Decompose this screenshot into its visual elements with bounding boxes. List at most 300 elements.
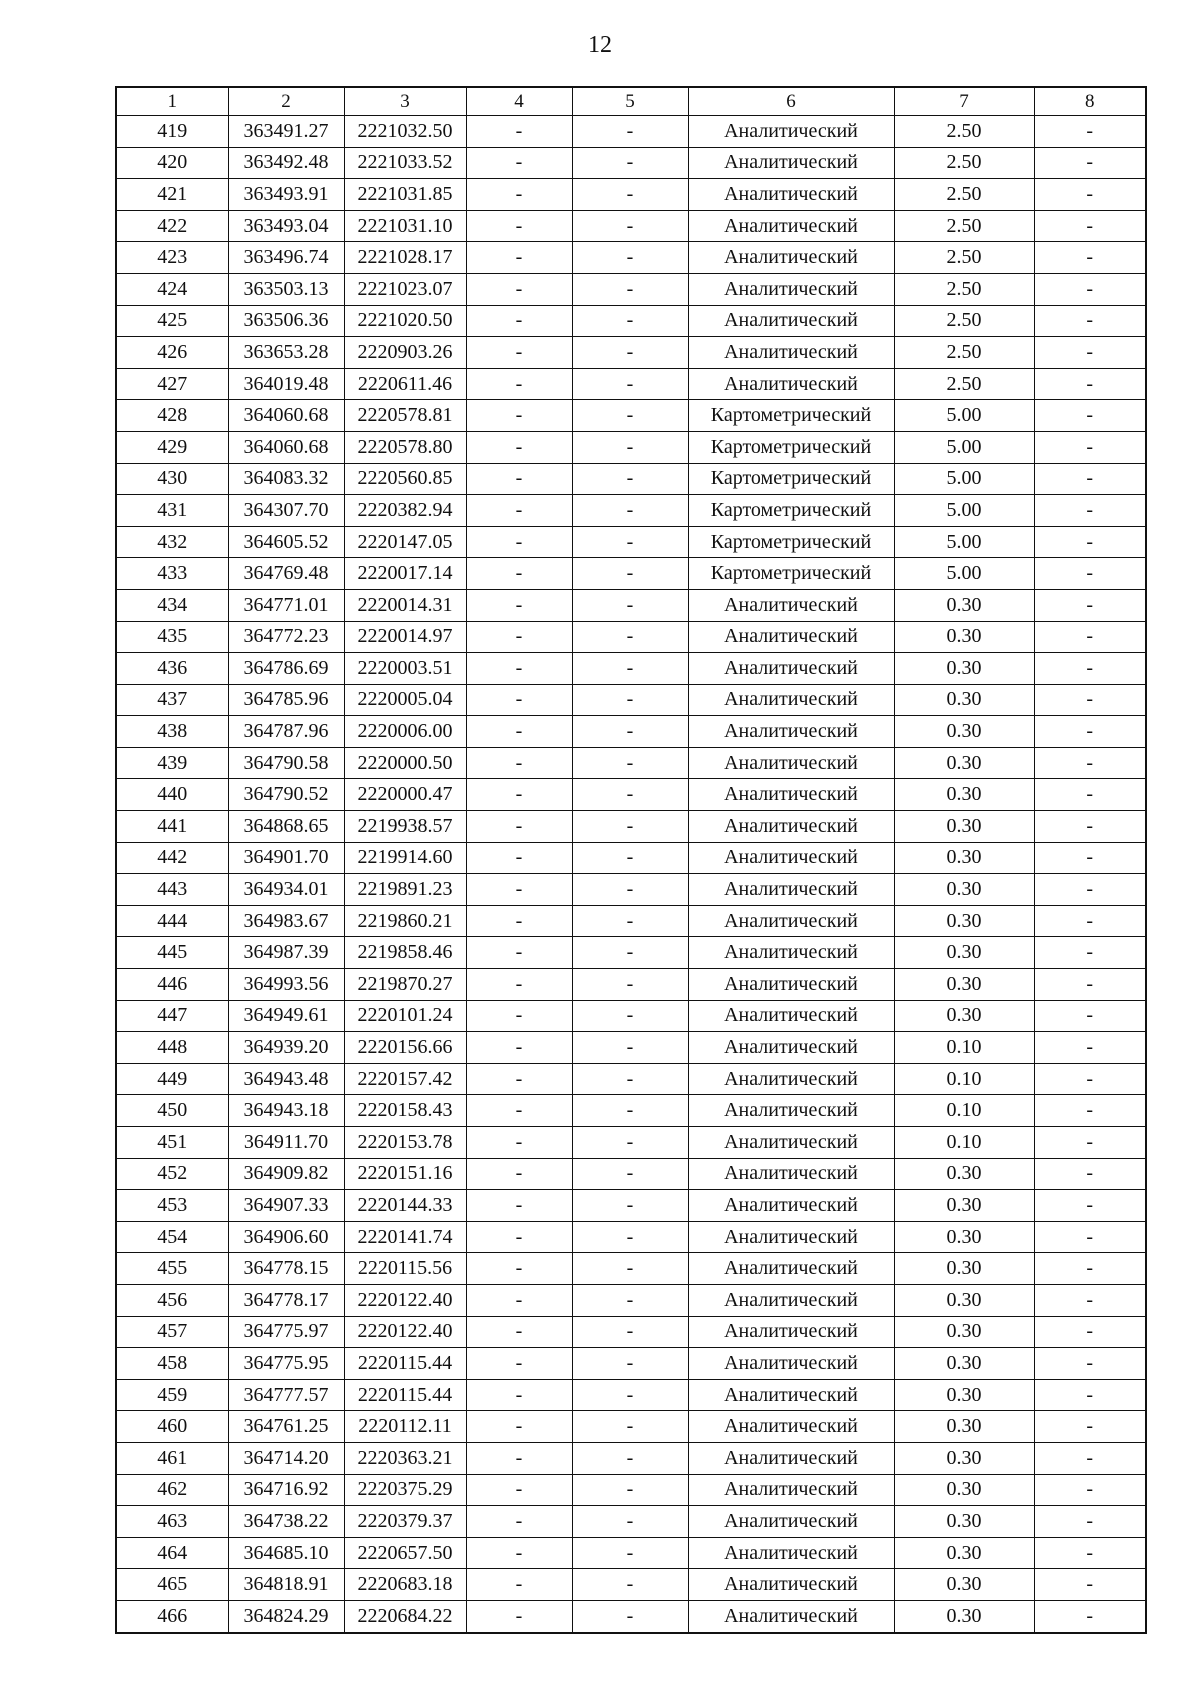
table-cell: 428: [116, 400, 228, 432]
table-cell: -: [1034, 337, 1146, 369]
table-cell: -: [1034, 1316, 1146, 1348]
table-cell: Аналитический: [688, 1000, 894, 1032]
table-cell: -: [466, 937, 572, 969]
table-cell: -: [572, 273, 688, 305]
table-cell: -: [572, 463, 688, 495]
table-cell: -: [466, 1190, 572, 1222]
table-cell: -: [466, 210, 572, 242]
table-cell: 431: [116, 495, 228, 527]
table-cell: -: [572, 1190, 688, 1222]
table-cell: -: [466, 1284, 572, 1316]
table-cell: 2220611.46: [344, 368, 466, 400]
table-cell: -: [466, 431, 572, 463]
table-cell: 2220112.11: [344, 1411, 466, 1443]
table-cell: 433: [116, 558, 228, 590]
table-cell: 442: [116, 842, 228, 874]
table-cell: 449: [116, 1063, 228, 1095]
table-cell: -: [466, 273, 572, 305]
table-cell: -: [572, 210, 688, 242]
table-cell: 2220144.33: [344, 1190, 466, 1222]
table-cell: Аналитический: [688, 589, 894, 621]
table-cell: 0.30: [894, 811, 1034, 843]
table-cell: 0.30: [894, 1411, 1034, 1443]
table-cell: 420: [116, 147, 228, 179]
table-cell: -: [1034, 905, 1146, 937]
table-cell: -: [1034, 1221, 1146, 1253]
table-cell: 363503.13: [228, 273, 344, 305]
table-cell: 2.50: [894, 116, 1034, 148]
table-cell: 2219938.57: [344, 811, 466, 843]
table-cell: 463: [116, 1506, 228, 1538]
table-row: [116, 1506, 1146, 1538]
table-cell: -: [572, 558, 688, 590]
table-cell: 2220657.50: [344, 1537, 466, 1569]
table-cell: Аналитический: [688, 1348, 894, 1380]
table-cell: -: [466, 1569, 572, 1601]
table-cell: 2220158.43: [344, 1095, 466, 1127]
table-cell: -: [466, 463, 572, 495]
table-cell: -: [572, 1442, 688, 1474]
table-cell: -: [1034, 716, 1146, 748]
table-cell: 2220115.44: [344, 1379, 466, 1411]
table-cell: -: [1034, 1442, 1146, 1474]
table-row: [116, 400, 1146, 432]
table-cell: 438: [116, 716, 228, 748]
table-cell: -: [466, 1537, 572, 1569]
table-row: [116, 1569, 1146, 1601]
table-cell: -: [1034, 1411, 1146, 1443]
table-cell: 444: [116, 905, 228, 937]
table-cell: Аналитический: [688, 305, 894, 337]
table-cell: -: [572, 1095, 688, 1127]
table-cell: -: [466, 400, 572, 432]
table-cell: 0.30: [894, 1000, 1034, 1032]
table-cell: 2.50: [894, 147, 1034, 179]
table-cell: -: [572, 874, 688, 906]
table-cell: -: [466, 905, 572, 937]
table-cell: 429: [116, 431, 228, 463]
table-cell: -: [1034, 1379, 1146, 1411]
table-cell: Аналитический: [688, 779, 894, 811]
table-cell: -: [466, 1000, 572, 1032]
table-cell: 452: [116, 1158, 228, 1190]
table-row: [116, 337, 1146, 369]
table-cell: 432: [116, 526, 228, 558]
table-cell: 2221028.17: [344, 242, 466, 274]
table-cell: Аналитический: [688, 905, 894, 937]
table-cell: 0.30: [894, 1158, 1034, 1190]
table-cell: -: [572, 1474, 688, 1506]
table-cell: 2220000.47: [344, 779, 466, 811]
table-row: [116, 210, 1146, 242]
table-cell: -: [572, 495, 688, 527]
table-cell: Картометрический: [688, 463, 894, 495]
table-cell: -: [1034, 1537, 1146, 1569]
table-cell: 363492.48: [228, 147, 344, 179]
table-cell: Аналитический: [688, 842, 894, 874]
table-row: [116, 1127, 1146, 1159]
table-cell: -: [466, 1506, 572, 1538]
table-cell: 364943.18: [228, 1095, 344, 1127]
table-cell: 364943.48: [228, 1063, 344, 1095]
table-cell: 458: [116, 1348, 228, 1380]
table-cell: 364993.56: [228, 969, 344, 1001]
table-cell: 0.30: [894, 1442, 1034, 1474]
table-cell: Аналитический: [688, 1474, 894, 1506]
table-row: [116, 1095, 1146, 1127]
table-cell: -: [1034, 937, 1146, 969]
table-cell: 2220017.14: [344, 558, 466, 590]
table-cell: -: [466, 969, 572, 1001]
table-cell: -: [1034, 1506, 1146, 1538]
table-row: [116, 526, 1146, 558]
column-header: 1: [116, 87, 228, 116]
table-cell: 2221032.50: [344, 116, 466, 148]
table-row: [116, 1379, 1146, 1411]
table-cell: -: [466, 653, 572, 685]
table-cell: -: [572, 905, 688, 937]
table-cell: 430: [116, 463, 228, 495]
table-cell: 364761.25: [228, 1411, 344, 1443]
table-cell: Аналитический: [688, 1316, 894, 1348]
table-cell: Картометрический: [688, 526, 894, 558]
table-cell: 0.30: [894, 937, 1034, 969]
table-cell: 2220156.66: [344, 1032, 466, 1064]
table-cell: 0.30: [894, 779, 1034, 811]
table-cell: -: [466, 1253, 572, 1285]
table-cell: 364716.92: [228, 1474, 344, 1506]
table-cell: -: [572, 1379, 688, 1411]
table-cell: -: [1034, 179, 1146, 211]
table-cell: 364060.68: [228, 400, 344, 432]
table-cell: Аналитический: [688, 1158, 894, 1190]
table-cell: -: [1034, 305, 1146, 337]
table-cell: 2.50: [894, 305, 1034, 337]
table-cell: 0.30: [894, 1379, 1034, 1411]
table-cell: 364906.60: [228, 1221, 344, 1253]
table-cell: -: [466, 1032, 572, 1064]
table-cell: 0.30: [894, 653, 1034, 685]
table-row: [116, 1284, 1146, 1316]
table-cell: -: [1034, 147, 1146, 179]
table-cell: -: [1034, 874, 1146, 906]
table-cell: 364778.17: [228, 1284, 344, 1316]
table-row: [116, 1316, 1146, 1348]
table-row: [116, 1348, 1146, 1380]
table-cell: -: [1034, 747, 1146, 779]
column-header: 8: [1034, 87, 1146, 116]
table-cell: -: [572, 1569, 688, 1601]
table-cell: 423: [116, 242, 228, 274]
table-cell: 2220014.97: [344, 621, 466, 653]
table-cell: 2220003.51: [344, 653, 466, 685]
table-cell: Аналитический: [688, 1442, 894, 1474]
table-cell: -: [1034, 558, 1146, 590]
table-cell: Аналитический: [688, 937, 894, 969]
table-cell: 364685.10: [228, 1537, 344, 1569]
table-cell: -: [466, 842, 572, 874]
table-cell: 2220101.24: [344, 1000, 466, 1032]
table-cell: 2219870.27: [344, 969, 466, 1001]
table-cell: 364949.61: [228, 1000, 344, 1032]
table-row: [116, 1411, 1146, 1443]
table-row: [116, 463, 1146, 495]
table-cell: -: [1034, 210, 1146, 242]
table-cell: Аналитический: [688, 874, 894, 906]
table-cell: 364769.48: [228, 558, 344, 590]
table-cell: -: [1034, 1569, 1146, 1601]
table-cell: 2220122.40: [344, 1284, 466, 1316]
table-cell: Аналитический: [688, 1127, 894, 1159]
table-cell: 2220151.16: [344, 1158, 466, 1190]
table-cell: 2221033.52: [344, 147, 466, 179]
table-cell: 0.30: [894, 1284, 1034, 1316]
table-row: [116, 495, 1146, 527]
table-cell: -: [572, 684, 688, 716]
table-cell: 461: [116, 1442, 228, 1474]
table-cell: -: [1034, 1063, 1146, 1095]
table-cell: 364307.70: [228, 495, 344, 527]
table-cell: -: [1034, 1032, 1146, 1064]
table-cell: 425: [116, 305, 228, 337]
table-cell: -: [572, 1284, 688, 1316]
column-header: 2: [228, 87, 344, 116]
table-cell: 364785.96: [228, 684, 344, 716]
table-row: [116, 147, 1146, 179]
table-cell: Аналитический: [688, 273, 894, 305]
table-cell: 2221023.07: [344, 273, 466, 305]
table-cell: 446: [116, 969, 228, 1001]
table-cell: Аналитический: [688, 1537, 894, 1569]
table-cell: -: [572, 969, 688, 1001]
table-cell: -: [572, 431, 688, 463]
table-cell: 448: [116, 1032, 228, 1064]
table-cell: -: [1034, 1158, 1146, 1190]
table-cell: -: [1034, 589, 1146, 621]
table-cell: 5.00: [894, 463, 1034, 495]
table-cell: -: [466, 1442, 572, 1474]
table-row: [116, 621, 1146, 653]
table-cell: Аналитический: [688, 1569, 894, 1601]
table-cell: 0.30: [894, 1253, 1034, 1285]
table-cell: -: [466, 242, 572, 274]
table-cell: -: [466, 1063, 572, 1095]
table-cell: 364909.82: [228, 1158, 344, 1190]
table-cell: Аналитический: [688, 1095, 894, 1127]
table-cell: Аналитический: [688, 1063, 894, 1095]
table-cell: 424: [116, 273, 228, 305]
table-row: [116, 1063, 1146, 1095]
table-cell: -: [572, 842, 688, 874]
table-cell: Аналитический: [688, 684, 894, 716]
table-cell: -: [1034, 1253, 1146, 1285]
table-cell: -: [466, 337, 572, 369]
table-cell: -: [1034, 526, 1146, 558]
table-cell: -: [1034, 495, 1146, 527]
table-cell: -: [1034, 621, 1146, 653]
table-cell: -: [466, 1348, 572, 1380]
table-cell: 364790.52: [228, 779, 344, 811]
column-header: 6: [688, 87, 894, 116]
table-cell: 364787.96: [228, 716, 344, 748]
table-row: [116, 1253, 1146, 1285]
table-cell: Аналитический: [688, 716, 894, 748]
table-cell: -: [466, 1095, 572, 1127]
table-cell: 459: [116, 1379, 228, 1411]
table-row: [116, 653, 1146, 685]
table-body: [116, 116, 1146, 1633]
table-cell: Аналитический: [688, 179, 894, 211]
table-cell: -: [1034, 116, 1146, 148]
table-cell: 2220578.80: [344, 431, 466, 463]
table-cell: -: [572, 1600, 688, 1632]
table-cell: -: [466, 747, 572, 779]
table-cell: 2220363.21: [344, 1442, 466, 1474]
table-cell: -: [1034, 653, 1146, 685]
table-cell: 364775.97: [228, 1316, 344, 1348]
table-cell: -: [572, 1158, 688, 1190]
table-cell: 0.30: [894, 1316, 1034, 1348]
table-row: [116, 842, 1146, 874]
table-cell: Аналитический: [688, 1221, 894, 1253]
table-row: [116, 1474, 1146, 1506]
table-cell: -: [466, 1158, 572, 1190]
table-cell: -: [1034, 368, 1146, 400]
column-header: 3: [344, 87, 466, 116]
table-row: [116, 716, 1146, 748]
table-cell: Аналитический: [688, 621, 894, 653]
table-cell: 2220147.05: [344, 526, 466, 558]
table-cell: Аналитический: [688, 653, 894, 685]
table-cell: -: [1034, 1000, 1146, 1032]
table-cell: 364605.52: [228, 526, 344, 558]
table-cell: -: [466, 1411, 572, 1443]
table-cell: -: [466, 495, 572, 527]
table-cell: 0.30: [894, 969, 1034, 1001]
table-cell: 0.10: [894, 1032, 1034, 1064]
table-cell: 364824.29: [228, 1600, 344, 1632]
table-cell: 364939.20: [228, 1032, 344, 1064]
table-cell: 440: [116, 779, 228, 811]
table-row: [116, 1221, 1146, 1253]
table-cell: 5.00: [894, 495, 1034, 527]
table-cell: 2221031.85: [344, 179, 466, 211]
table-row: [116, 558, 1146, 590]
column-header: 4: [466, 87, 572, 116]
table-cell: 421: [116, 179, 228, 211]
table-cell: 364790.58: [228, 747, 344, 779]
table-cell: 0.30: [894, 589, 1034, 621]
table-cell: 2220153.78: [344, 1127, 466, 1159]
table-cell: -: [1034, 842, 1146, 874]
table-cell: -: [466, 116, 572, 148]
table-cell: -: [1034, 1348, 1146, 1380]
table-cell: 0.30: [894, 1506, 1034, 1538]
table-row: [116, 969, 1146, 1001]
table-cell: -: [466, 1379, 572, 1411]
table-row: [116, 589, 1146, 621]
table-cell: 364907.33: [228, 1190, 344, 1222]
table-cell: -: [572, 589, 688, 621]
table-cell: 0.30: [894, 1537, 1034, 1569]
table-cell: 465: [116, 1569, 228, 1601]
table-cell: 456: [116, 1284, 228, 1316]
table-cell: -: [466, 1600, 572, 1632]
table-row: [116, 116, 1146, 148]
table-cell: 0.30: [894, 874, 1034, 906]
table-cell: Аналитический: [688, 969, 894, 1001]
table-cell: -: [466, 621, 572, 653]
table-cell: Аналитический: [688, 147, 894, 179]
table-cell: -: [572, 305, 688, 337]
table-cell: 462: [116, 1474, 228, 1506]
table-cell: 437: [116, 684, 228, 716]
table-cell: -: [572, 368, 688, 400]
table-cell: 0.30: [894, 1474, 1034, 1506]
table-cell: 0.30: [894, 1569, 1034, 1601]
table-cell: 2.50: [894, 368, 1034, 400]
table-cell: -: [572, 811, 688, 843]
table-cell: 457: [116, 1316, 228, 1348]
table-cell: Картометрический: [688, 558, 894, 590]
table-cell: Аналитический: [688, 242, 894, 274]
table-cell: 2219860.21: [344, 905, 466, 937]
table-cell: -: [1034, 779, 1146, 811]
table-cell: Аналитический: [688, 1600, 894, 1632]
page-number: 12: [588, 32, 612, 58]
table-row: [116, 1600, 1146, 1632]
table-cell: -: [1034, 242, 1146, 274]
column-header: 5: [572, 87, 688, 116]
table-row: [116, 874, 1146, 906]
table-cell: 435: [116, 621, 228, 653]
table-cell: -: [466, 1316, 572, 1348]
table-cell: -: [572, 747, 688, 779]
table-cell: Картометрический: [688, 431, 894, 463]
table-row: [116, 747, 1146, 779]
table-cell: 364818.91: [228, 1569, 344, 1601]
table-cell: 426: [116, 337, 228, 369]
table-cell: -: [466, 589, 572, 621]
table-cell: 443: [116, 874, 228, 906]
table-cell: 364777.57: [228, 1379, 344, 1411]
table-cell: -: [466, 305, 572, 337]
table-cell: -: [572, 1411, 688, 1443]
table-cell: 2220014.31: [344, 589, 466, 621]
table-cell: 2220115.56: [344, 1253, 466, 1285]
table-cell: Аналитический: [688, 1506, 894, 1538]
table-cell: -: [572, 1537, 688, 1569]
table-cell: 5.00: [894, 431, 1034, 463]
table-cell: 364714.20: [228, 1442, 344, 1474]
table-cell: 2220375.29: [344, 1474, 466, 1506]
table-row: [116, 1158, 1146, 1190]
table-row: [116, 1537, 1146, 1569]
table-cell: 2220578.81: [344, 400, 466, 432]
table-cell: -: [1034, 1474, 1146, 1506]
table-cell: 447: [116, 1000, 228, 1032]
table-cell: 2220683.18: [344, 1569, 466, 1601]
table-cell: 364868.65: [228, 811, 344, 843]
table-cell: -: [572, 653, 688, 685]
table-cell: 363493.91: [228, 179, 344, 211]
table-cell: 364987.39: [228, 937, 344, 969]
table-cell: 427: [116, 368, 228, 400]
table-cell: Аналитический: [688, 1284, 894, 1316]
table-cell: 363491.27: [228, 116, 344, 148]
table-cell: 464: [116, 1537, 228, 1569]
table-cell: -: [1034, 1095, 1146, 1127]
